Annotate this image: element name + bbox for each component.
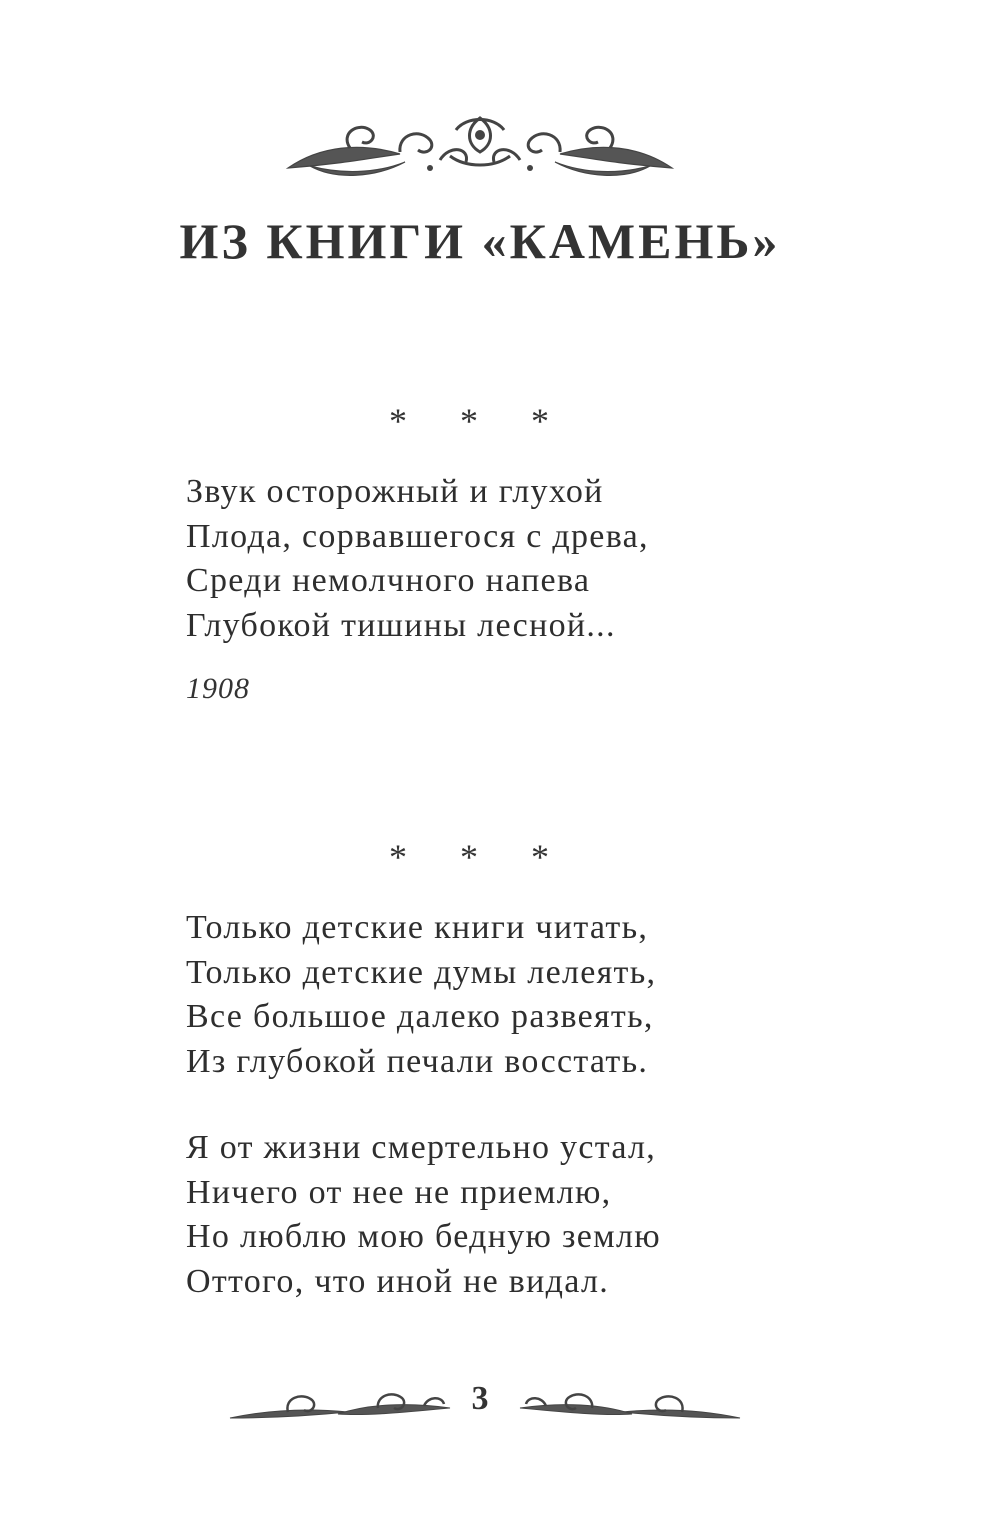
page-number: 3 [471, 1380, 489, 1417]
flourish-ornament-icon [512, 1384, 742, 1424]
poem-line: Ничего от нее не приемлю, [186, 1173, 612, 1211]
poem-stanza [186, 470, 649, 648]
poem-line: Плода, сорвавшегося с древа, [186, 517, 649, 555]
poem-stanza [186, 1126, 661, 1304]
poem-line: Только детские книги читать, [186, 909, 649, 946]
poem-line: Оттого, что иной не видал. [186, 1262, 610, 1300]
poem-stanza [186, 906, 656, 1084]
poem-line: Из глубокой печали восстать. [186, 1042, 649, 1080]
section-title: ИЗ КНИГИ «КАМЕНЬ» [179, 213, 781, 269]
poem-separator: * * * [389, 401, 571, 441]
poem-line: Среди немолчного напева [186, 562, 591, 599]
poem-year: 1908 [186, 672, 250, 705]
poem-line: Только детские думы лелеять, [186, 953, 657, 991]
poem-line: Все большое далеко развеять, [186, 998, 654, 1035]
poem-line: Звук осторожный и глухой [186, 473, 604, 510]
floral-ornament-icon [280, 108, 680, 188]
poem-line: Глубокой тишины лесной... [186, 606, 616, 644]
poem-line: Я от жизни смертельно устал, [186, 1129, 657, 1166]
poem-separator: * * * [389, 837, 571, 877]
flourish-ornament-icon [228, 1384, 458, 1424]
poem-line: Но люблю мою бедную землю [186, 1218, 661, 1255]
